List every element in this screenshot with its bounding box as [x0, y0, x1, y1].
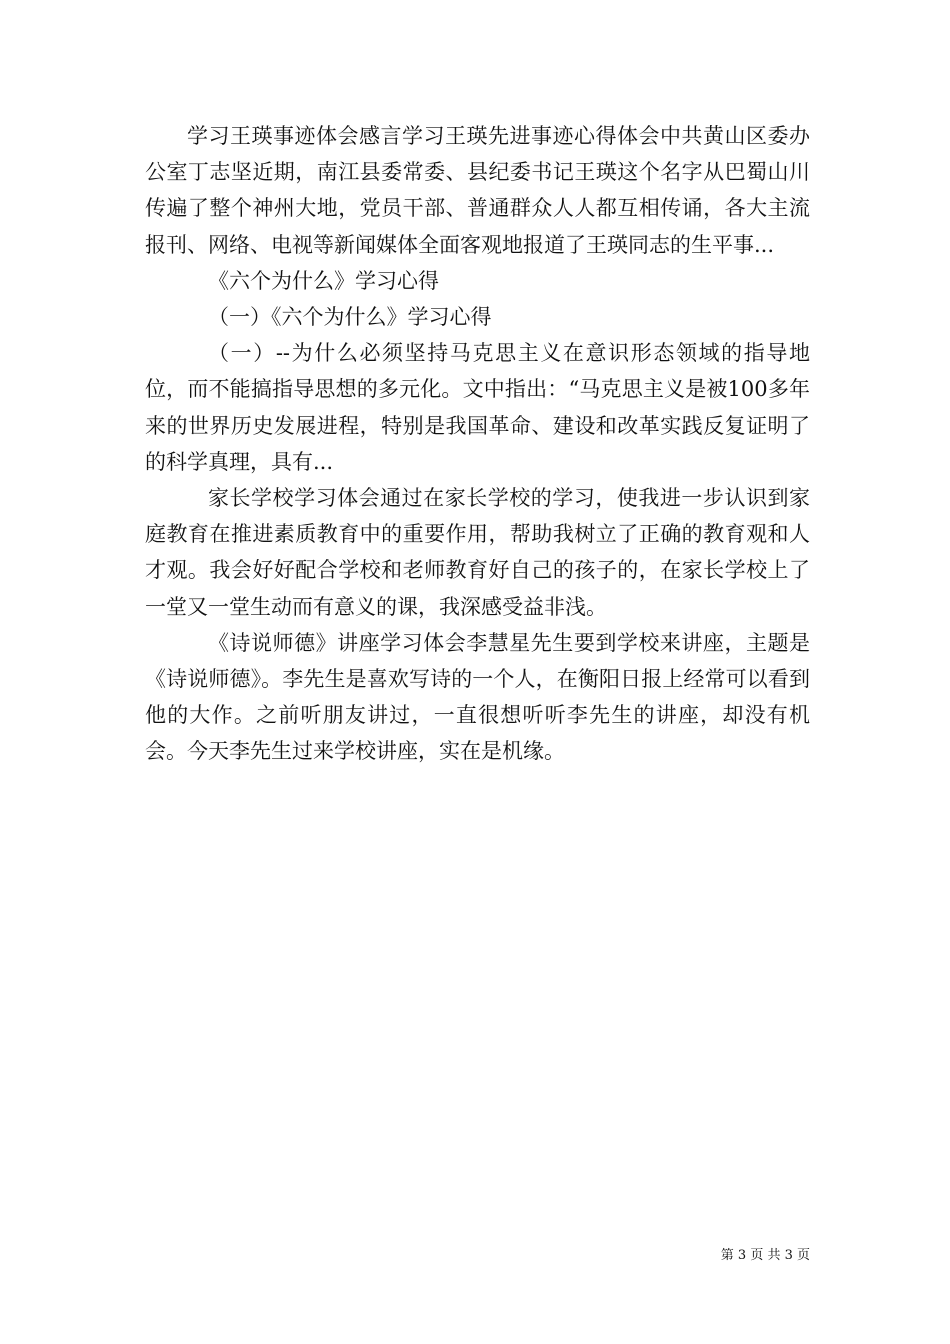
paragraph-marxism: （一）--为什么必须坚持马克思主义在意识形态领域的指导地位，而不能搞指导思想的多元化。文中指出：“马克思主义是被100多年来的世界历史发展进程，特别是我国革命、建设和改革实践反复证明了的科学真理，具有... — [145, 341, 810, 474]
paragraph-poetry-lecture: 《诗说师德》讲座学习体会李慧星先生要到学校来讲座，主题是《诗说师德》。李先生是喜欢写诗的一个人，在衡阳日报上经常可以看到他的大作。之前听朋友讲过，一直很想听听李先生的讲座，却没有机会。今天李先生过来学校讲座，实在是机缘。 — [145, 630, 810, 764]
paragraph-heading-six-whys: 《六个为什么》学习心得 — [208, 268, 439, 293]
paragraph-parent-school: 家长学校学习体会通过在家长学校的学习，使我进一步认识到家庭教育在推进素质教育中的重要作用，帮助我树立了正确的教育观和人才观。我会好好配合学校和老师教育好自己的孩子的，在家长学校上了一堂又一堂生动而有意义的课，我深感受益非浅。 — [145, 486, 810, 619]
page-number-footer: 第 3 页 共 3 页 — [720, 1248, 810, 1263]
document-body — [145, 118, 810, 770]
paragraph-wang-ying: 学习王瑛事迹体会感言学习王瑛先进事迹心得体会中共黄山区委办公室丁志坚近期，南江县委常委、县纪委书记王瑛这个名字从巴蜀山川传遍了整个神州大地，党员干部、普通群众人人都互相传诵，各大主流报刊、网络、电视等新闻媒体全面客观地报道了王瑛同志的生平事... — [145, 124, 810, 257]
paragraph-subheading-six-whys: （一）《六个为什么》学习心得 — [208, 305, 492, 330]
